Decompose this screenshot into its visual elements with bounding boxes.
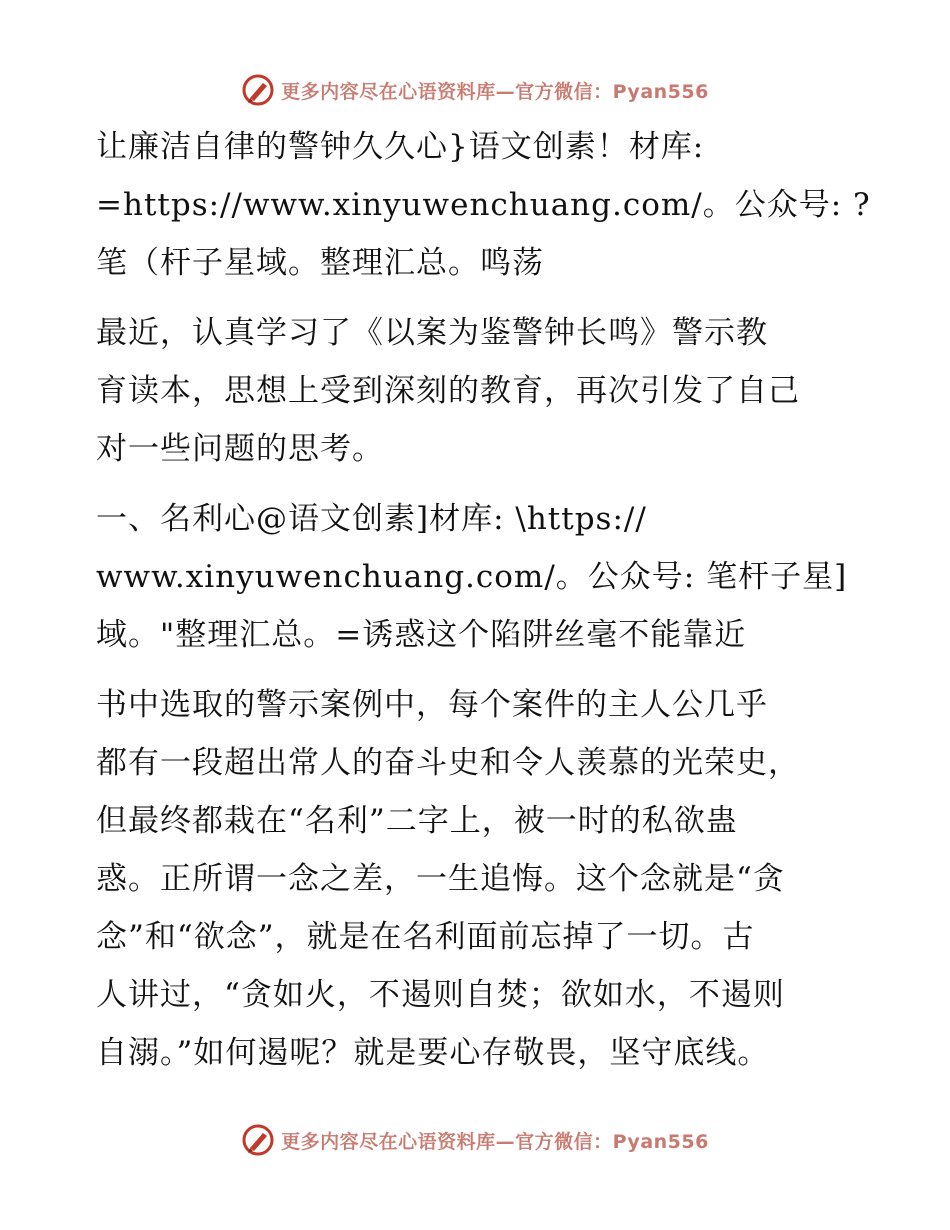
text-line: 域。"整理汇总。=诱惑这个陷阱丝毫不能靠近 — [96, 617, 747, 653]
text-line: 但最终都栽在“名利”二字上，被一时的私欲蛊 — [96, 803, 738, 839]
text-line: 让廉洁自律的警钟久久心}语文创素！材库: — [96, 129, 705, 165]
text-line: 最近，认真学习了《以案为鉴警钟长鸣》警示教 — [96, 315, 768, 351]
pen-logo-icon — [241, 73, 275, 107]
text-line: 惑。正所谓一念之差，一生追悔。这个念就是“贪 — [96, 861, 785, 897]
text-line: 一、名利心@语文创素]材库: \https:// — [96, 501, 647, 537]
text-line: 都有一段超出常人的奋斗史和令人羡慕的光荣史， — [96, 745, 800, 781]
paragraph — [96, 304, 856, 478]
text-line: www.xinyuwenchuang.com/。公众号: 笔杆子星] — [96, 559, 848, 595]
text-line: 对一些问题的思考。 — [96, 431, 384, 467]
paragraph — [96, 490, 856, 664]
pen-logo-icon — [241, 1123, 275, 1157]
header-banner — [0, 70, 950, 110]
text-line: 书中选取的警示案例中，每个案件的主人公几乎 — [96, 687, 768, 723]
text-line: 念”和“欲念”，就是在名利面前忘掉了一切。古 — [96, 919, 755, 955]
footer-banner-text: 更多内容尽在心语资料库—官方微信：Pyan556 — [281, 1130, 709, 1153]
text-line: =https://www.xinyuwenchuang.com/。公众号: ? — [96, 187, 871, 223]
footer-banner — [0, 1120, 950, 1160]
paragraph — [96, 676, 856, 1082]
header-banner-text: 更多内容尽在心语资料库—官方微信：Pyan556 — [281, 80, 709, 103]
document-body — [96, 118, 871, 1094]
text-line: 自溺。”如何遏呢？就是要心存敬畏，坚守底线。 — [96, 1035, 770, 1071]
paragraph — [96, 118, 871, 292]
text-line: 笔（杆子星域。整理汇总。鸣荡 — [96, 245, 544, 281]
text-line: 人讲过，“贪如火，不遏则自焚；欲如水，不遏则 — [96, 977, 785, 1013]
text-line: 育读本，思想上受到深刻的教育，再次引发了自己 — [96, 373, 800, 409]
